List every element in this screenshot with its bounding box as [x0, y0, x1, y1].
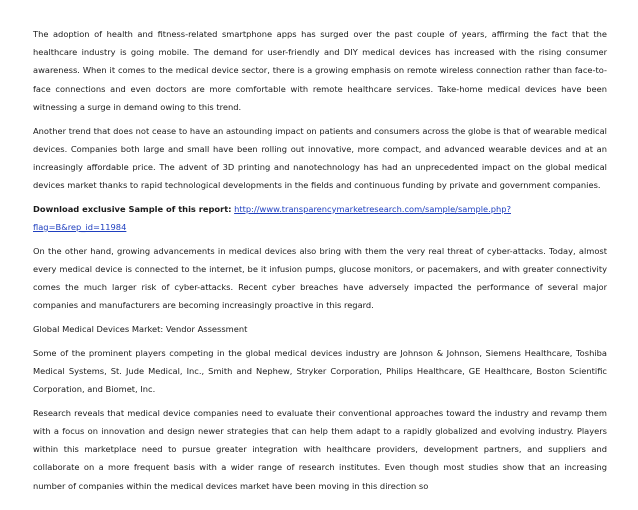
paragraph-mobile-healthcare: The adoption of health and fitness-related smartphone apps has surged over the past couple of years, affirming the fact that the healthcare industry is going mobile. The demand for user-friendly and DIY medical devices has increased with the rising consumer awareness. When it comes to the medical device sector, there is a growing emphasis on remote wireless connection rather than face-to-face connections and even doctors are more comfortable with remote healthcare services. Take-home medical devices have been witnessing a surge in demand owing to this trend. — [33, 29, 607, 112]
download-sample-block — [33, 200, 607, 236]
document-page — [33, 25, 607, 500]
paragraph-wearable-devices: Another trend that does not cease to have an astounding impact on patients and consumers across the globe is that of wearable medical devices. Companies both large and small have been rolling out innovative, more compact, and advanced wearable devices and at an increasingly affordable price. The advent of 3D printing and nanotechnology has had an unprecedented impact on the global medical devices market thanks to rapid technological developments in the fields and continuous funding by private and government companies. — [33, 125, 607, 191]
paragraph-research-reveals: Research reveals that medical device companies need to evaluate their conventional approaches toward the industry and revamp them with a focus on innovation and design newer strategies that can help them adapt to a rapidly globalized and evolving industry. Players within this marketplace need to pursue greater integration with healthcare providers, development partners, and suppliers and collaborate on a more frequent basis with a wider range of research institutes. Even though most studies show that an increasing number of companies within the medical devices market have been moving in this direction so — [33, 407, 607, 491]
section-heading-vendor-assessment: Global Medical Devices Market: Vendor Assessment — [33, 324, 248, 335]
paragraph-prominent-players: Some of the prominent players competing in the global medical devices industry are Johnson & Johnson, Siemens Healthcare, Toshiba Medical Systems, St. Jude Medical, Inc., Smith and Nephew, Stryker Corporation, Philips Healthcare, GE Healthcare, Boston Scientific Corporation, and Biomet, Inc. — [33, 347, 607, 395]
download-sample-label: Download exclusive Sample of this report: — [33, 203, 232, 214]
download-link-line1[interactable]: http://www.transparencymarketresearch.com/sample/sample.php? — [234, 203, 511, 214]
download-link-line2[interactable]: flag=B&rep_id=11984 — [33, 222, 127, 233]
paragraph-cyber-attacks: On the other hand, growing advancements in medical devices also bring with them the very real threat of cyber-attacks. Today, almost every medical device is connected to the internet, be it infusion pumps, glucose monitors, or pacemakers, and with greater connectivity comes the much larger risk of cyber-attacks. Recent cyber breaches have adversely impacted the performance of several major companies and manufacturers are becoming increasingly proactive in this regard. — [33, 245, 607, 311]
